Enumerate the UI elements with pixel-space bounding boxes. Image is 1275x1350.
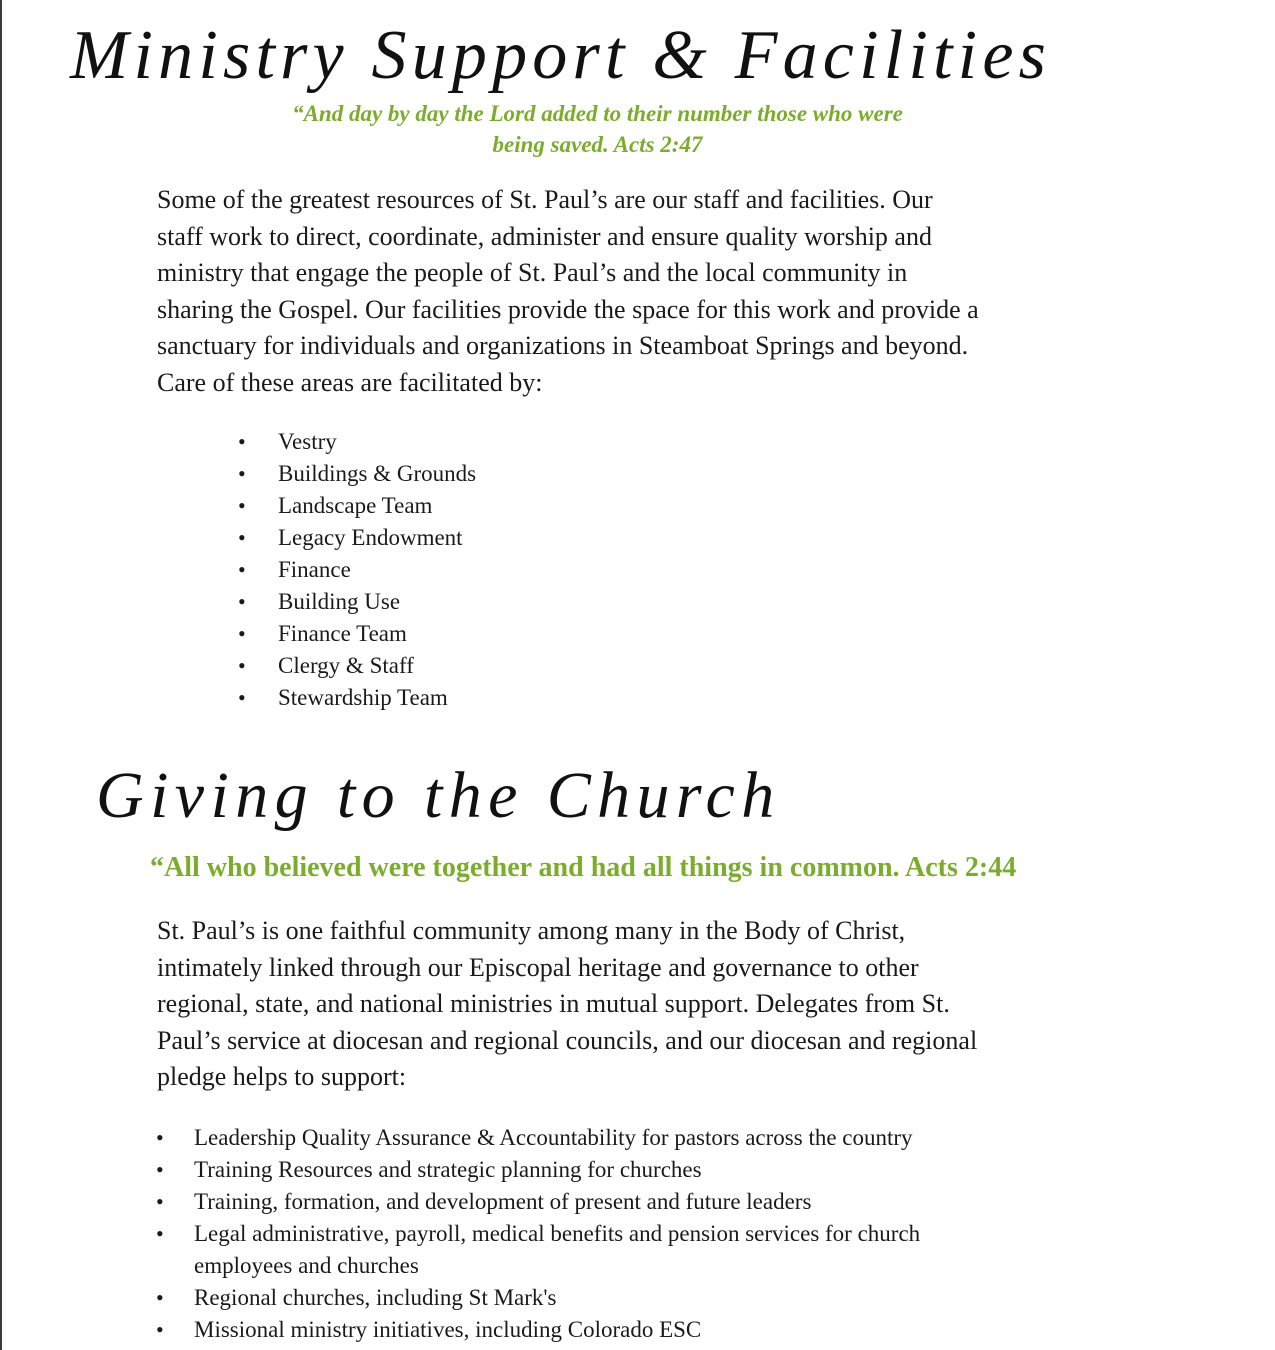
bullet-icon: • [238, 621, 246, 646]
section-title-giving: Giving to the Church [96, 759, 781, 832]
page-left-border [0, 0, 2, 1350]
bullet-icon: • [156, 1317, 164, 1342]
list-item: • Buildings & Grounds [278, 458, 476, 490]
bullet-icon: • [238, 589, 246, 614]
list-item: • Training, formation, and development of present and future leaders [194, 1186, 920, 1218]
paragraph-line: ministry that engage the people of St. Paul’s and the local community in [157, 258, 908, 287]
list-item: • Clergy & Staff [278, 650, 476, 682]
paragraph-line: St. Paul’s is one faithful community among many in the Body of Christ, [157, 916, 906, 945]
list-item: • Building Use [278, 586, 476, 618]
list-item: • Missional ministry initiatives, including Colorado ESC [194, 1314, 920, 1346]
paragraph-line: sharing the Gospel. Our facilities provide the space for this work and provide a [157, 294, 979, 324]
verse-line: being saved. Acts 2:47 [492, 132, 703, 157]
verse-line: “And day by day the Lord added to their number those who were [292, 101, 903, 126]
list-item: • Vestry [278, 426, 476, 458]
scripture-quote-acts-2-44: “All who believed were together and had all things in common. Acts 2:44 [150, 852, 1017, 883]
list-item: • Training Resources and strategic planning for churches [194, 1154, 920, 1186]
list-item: • Landscape Team [278, 490, 476, 522]
section-title-ministry-support: Ministry Support & Facilities [70, 17, 1052, 94]
bullet-icon: • [156, 1125, 164, 1150]
bullet-icon: • [238, 429, 246, 454]
bullet-icon: • [238, 685, 246, 710]
facilities-teams-list [238, 426, 477, 714]
giving-paragraph [157, 913, 977, 1096]
bullet-icon: • [238, 461, 246, 486]
ministry-support-paragraph [157, 182, 979, 401]
bullet-icon: • [156, 1189, 164, 1214]
bullet-icon: • [238, 557, 246, 582]
paragraph-line: regional, state, and national ministries in mutual support. Delegates from St. [157, 989, 950, 1018]
list-item: • Leadership Quality Assurance & Accountability for pastors across the country [194, 1122, 920, 1154]
list-item: • Legal administrative, payroll, medical benefits and pension services for church employees and churches [194, 1218, 920, 1282]
list-item: • Stewardship Team [278, 682, 476, 714]
pledge-support-list [156, 1122, 921, 1346]
list-item: • Finance Team [278, 618, 476, 650]
scripture-quote-acts-2-47 [200, 98, 995, 160]
list-item: • Legacy Endowment [278, 522, 476, 554]
paragraph-line: intimately linked through our Episcopal heritage and governance to other [157, 952, 919, 982]
paragraph-line: pledge helps to support: [157, 1062, 407, 1091]
paragraph-line: Paul’s service at diocesan and regional councils, and our diocesan and regional [157, 1025, 978, 1055]
bullet-icon: • [238, 525, 246, 550]
list-item: • Regional churches, including St Mark's [194, 1282, 920, 1314]
bullet-icon: • [156, 1157, 164, 1182]
paragraph-line: sanctuary for individuals and organizations in Steamboat Springs and beyond. [157, 331, 969, 360]
paragraph-line: staff work to direct, coordinate, administer and ensure quality worship and [157, 221, 932, 251]
list-item: • Finance [278, 554, 476, 586]
paragraph-line: Care of these areas are facilitated by: [157, 367, 543, 397]
bullet-icon: • [156, 1221, 164, 1246]
bullet-icon: • [238, 493, 246, 518]
bullet-icon: • [238, 653, 246, 678]
paragraph-line: Some of the greatest resources of St. Paul’s are our staff and facilities. Our [157, 185, 933, 214]
bullet-icon: • [156, 1285, 164, 1310]
